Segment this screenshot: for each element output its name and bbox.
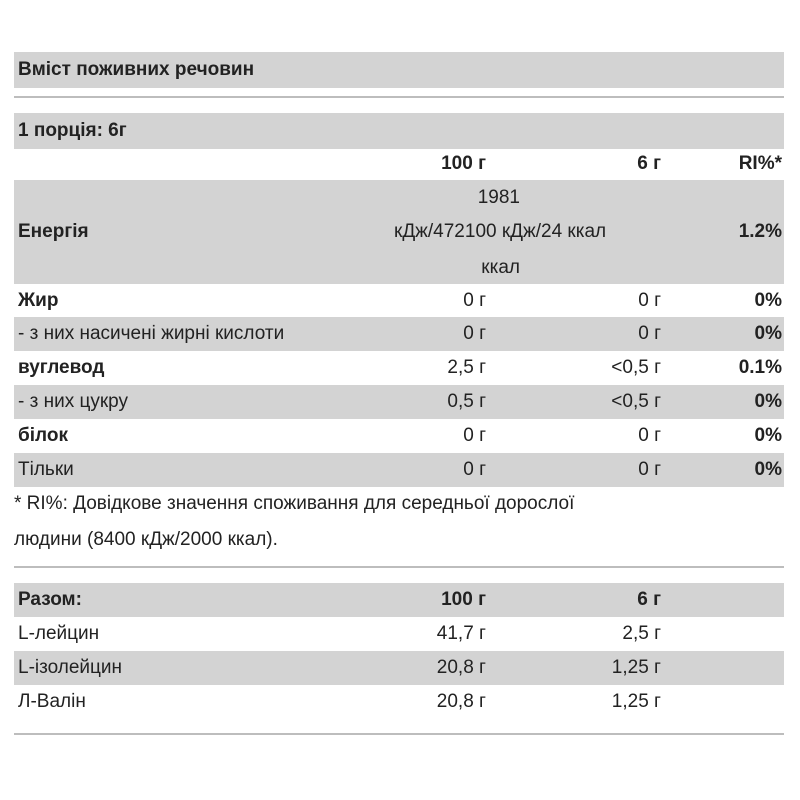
amino-value-100g: 20,8 г	[436, 657, 486, 678]
nutrient-label: - з них цукру	[18, 391, 129, 412]
nutrient-value-100g: 0 г	[463, 425, 486, 446]
energy-ri: 1.2%	[738, 221, 782, 242]
amino-header-label: Разом:	[18, 589, 82, 610]
nutrient-value-100g: 0 г	[463, 290, 486, 311]
energy-value-combined	[394, 180, 606, 284]
amino-header-100g: 100 г	[441, 589, 486, 610]
nutrient-ri: 0%	[754, 425, 782, 446]
amino-label: L-лейцин	[18, 623, 100, 644]
nutrient-row	[14, 284, 784, 318]
amino-value-100g: 41,7 г	[436, 623, 486, 644]
amino-row	[14, 685, 784, 719]
nutrient-value-6g: <0,5 г	[611, 391, 661, 412]
nutrient-row	[14, 419, 784, 453]
nutrient-row	[14, 385, 784, 419]
energy-value-line: кДж/472	[394, 221, 465, 242]
nutrient-label: Жир	[18, 290, 59, 311]
nutrient-row	[14, 317, 784, 351]
amino-header-row	[14, 583, 784, 617]
nutrient-ri: 0%	[754, 391, 782, 412]
divider	[14, 96, 784, 98]
energy-value-line: 1981	[477, 186, 520, 208]
nutrient-value-100g: 0 г	[463, 323, 486, 344]
nutrient-value-100g: 0 г	[463, 459, 486, 480]
nutrient-label: - з них насичені жирні кислоти	[18, 323, 285, 344]
nutrient-value-6g: <0,5 г	[611, 357, 661, 378]
column-header-6g: 6 г	[637, 153, 661, 174]
divider	[14, 566, 784, 568]
footnote-line: * RI%: Довідкове значення споживання для середньої дорослої	[14, 493, 575, 514]
nutrient-value-6g: 0 г	[638, 290, 661, 311]
divider	[14, 733, 784, 735]
nutrient-row	[14, 453, 784, 487]
amino-value-6g: 1,25 г	[611, 657, 661, 678]
amino-value-6g: 1,25 г	[611, 691, 661, 712]
nutrient-label: Тільки	[18, 459, 74, 480]
nutrient-value-6g: 0 г	[638, 425, 661, 446]
amino-value-100g: 20,8 г	[436, 691, 486, 712]
amino-label: L-ізолейцин	[18, 657, 123, 678]
column-header-ri: RI%*	[738, 153, 782, 174]
column-header-row	[14, 147, 784, 181]
page-title: Вміст поживних речовин	[14, 52, 784, 88]
nutrient-value-6g: 0 г	[638, 459, 661, 480]
footnote-line: людини (8400 кДж/2000 ккал).	[14, 529, 278, 550]
ri-footnote	[14, 486, 784, 558]
nutrient-value-6g: 0 г	[638, 323, 661, 344]
amino-row	[14, 617, 784, 651]
nutrient-row	[14, 351, 784, 385]
amino-value-6g: 2,5 г	[622, 623, 661, 644]
nutrient-label: вуглевод	[18, 357, 105, 378]
nutrient-value-100g: 0,5 г	[447, 391, 486, 412]
column-header-100g: 100 г	[441, 153, 486, 174]
nutrient-ri: 0%	[754, 323, 782, 344]
nutrient-ri: 0.1%	[738, 357, 782, 378]
nutrient-ri: 0%	[754, 459, 782, 480]
energy-value-line: ккал	[481, 256, 520, 278]
nutrient-row-energy	[14, 180, 784, 284]
amino-header-6g: 6 г	[637, 589, 661, 610]
amino-row	[14, 651, 784, 685]
nutrient-label: білок	[18, 425, 68, 446]
nutrient-value-100g: 2,5 г	[447, 357, 486, 378]
nutrient-label: Енергія	[18, 221, 89, 242]
serving-size: 1 порція: 6г	[14, 113, 784, 149]
amino-label: Л-Валін	[18, 691, 86, 712]
energy-value-6g: 100 кДж/24 ккал	[464, 221, 607, 242]
nutrient-ri: 0%	[754, 290, 782, 311]
